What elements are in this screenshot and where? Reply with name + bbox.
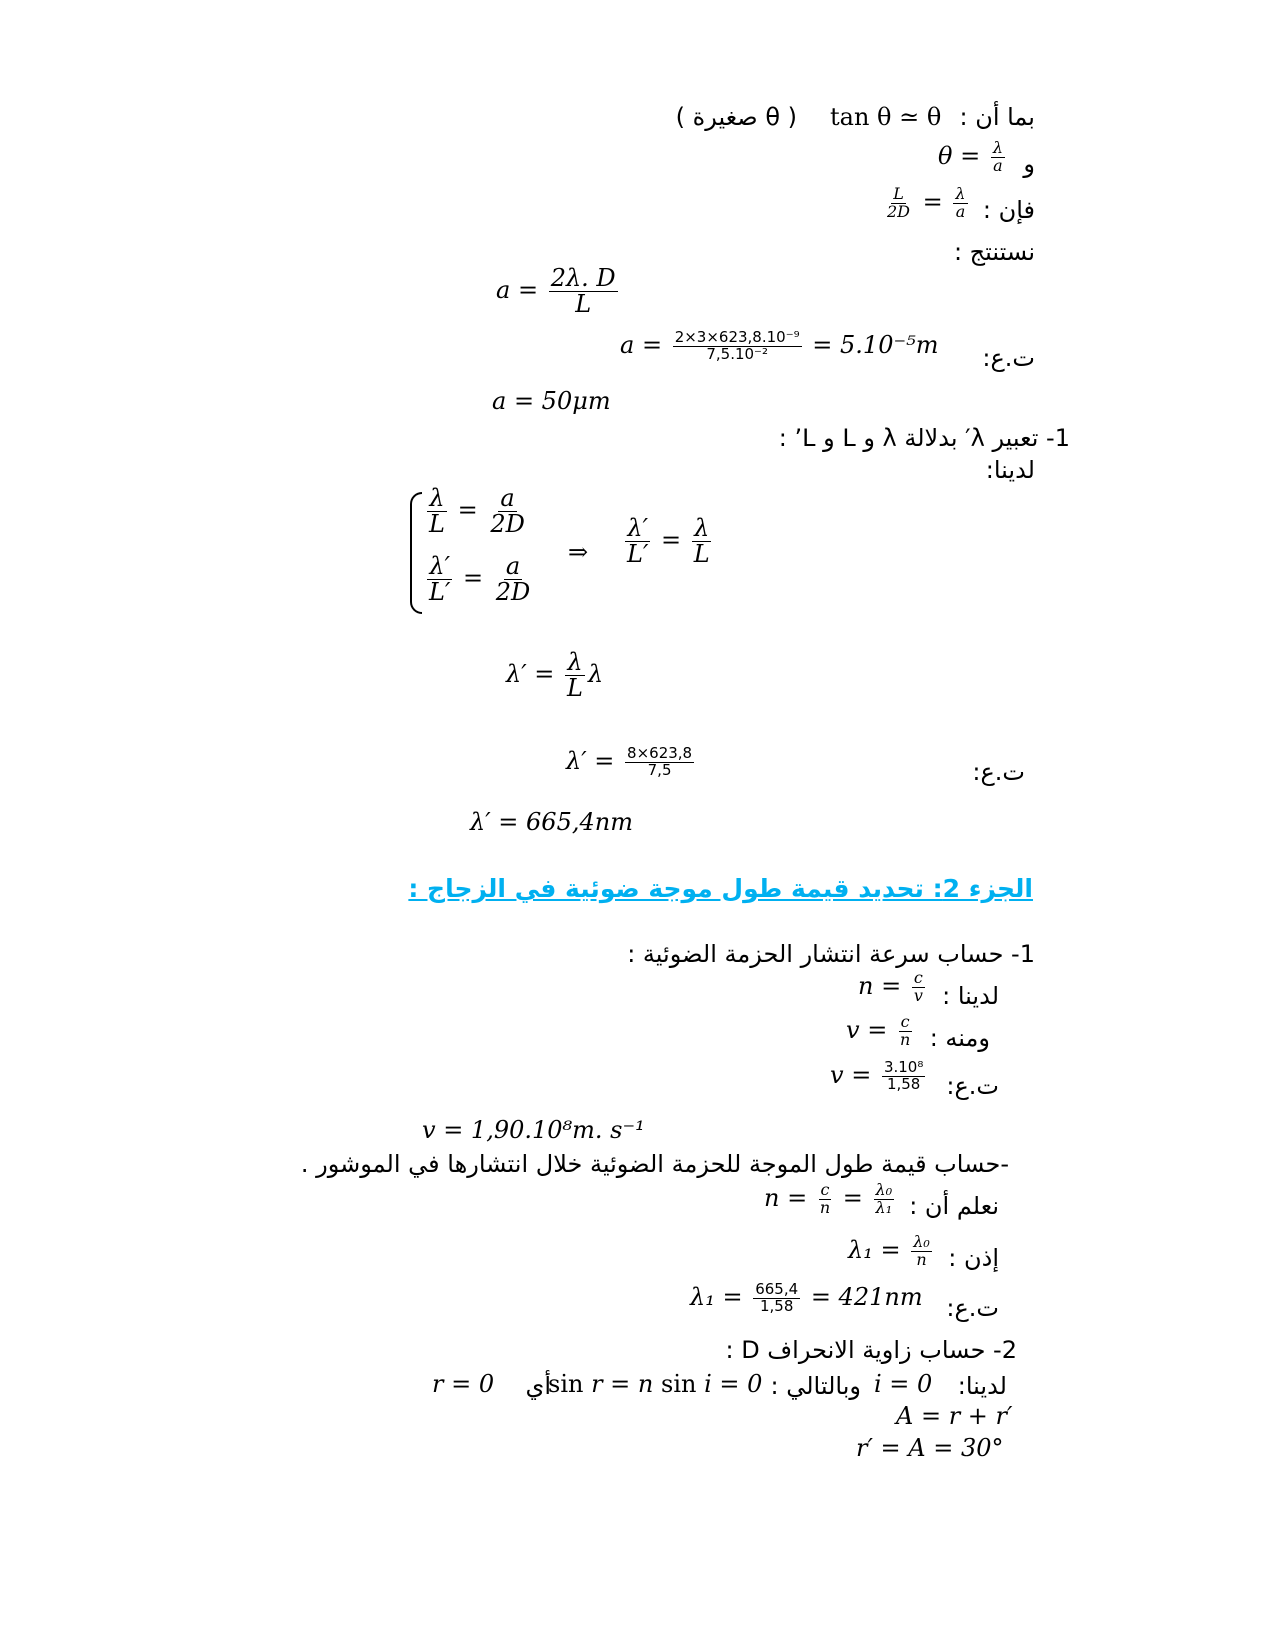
- sys2-eq: =: [463, 564, 484, 593]
- sys2-rden: 2D: [495, 578, 531, 607]
- l1-calc-lhs: λ₁ =: [690, 1282, 743, 1311]
- num-app-label-lp: ت.ع:: [972, 758, 1025, 786]
- lp-calc-num: 8×623,8: [627, 744, 693, 762]
- a-formula-lhs: a =: [496, 276, 539, 305]
- nw-eq: =: [842, 1183, 863, 1212]
- nw-lhs: n =: [764, 1183, 808, 1212]
- therefore-text: وبالتالي :: [770, 1372, 861, 1400]
- so-text: إذن :: [948, 1244, 999, 1272]
- sys1-rnum: a: [500, 484, 515, 512]
- v-equation: [846, 1014, 915, 1049]
- ratio-lnum: λ′: [627, 514, 649, 542]
- we-have-text-2: لدينا :: [942, 982, 999, 1010]
- and-text: و: [1023, 150, 1035, 178]
- n-wavelength-equation: [764, 1182, 897, 1217]
- a-calc-den: 7,5.10⁻²: [706, 344, 768, 363]
- nw-den1: n: [819, 1197, 831, 1217]
- that-is-text: أي: [525, 1372, 551, 1400]
- since-text: بما أن :: [959, 103, 1035, 131]
- v-eq-lhs: v =: [846, 1015, 888, 1044]
- l1-calc-den: 1,58: [759, 1296, 794, 1315]
- a-calc-result: = 5.10⁻⁵m: [812, 330, 939, 359]
- lambda1-equation: [848, 1234, 935, 1269]
- l1-calc-num: 665,4: [755, 1280, 799, 1298]
- ratio-lden: L′: [627, 540, 649, 569]
- system-eq-2: [424, 554, 535, 605]
- v-result: v = 1,90.10⁸m. s⁻¹: [422, 1116, 645, 1144]
- lambda-prime-formula: [506, 650, 603, 701]
- ratio-rnum: λ: [694, 514, 710, 542]
- wavelength-text: -حساب قيمة طول الموجة للحزمة الضوئية خلال انتشارها في الموشور .: [300, 1150, 1009, 1178]
- sys2-num: λ′: [429, 552, 451, 580]
- v-eq-num: c: [900, 1012, 910, 1031]
- frac-L: L: [893, 184, 904, 203]
- lp-factor: λ: [587, 660, 604, 689]
- system-brace: [410, 492, 422, 614]
- frac-a: a: [955, 201, 966, 221]
- frac-2D: 2D: [887, 201, 911, 221]
- implies-arrow: ⇒: [568, 538, 589, 566]
- v-calculation: [830, 1060, 928, 1093]
- snell-equation: sin r = n sin i = 0: [548, 1370, 763, 1398]
- n-eq-den: v: [913, 985, 923, 1005]
- sys1-rden: 2D: [490, 510, 525, 539]
- lp-lhs: λ′ =: [506, 660, 555, 689]
- r-prime-equation: r′ = A = 30°: [856, 1434, 1004, 1462]
- L-over-2D-equation: [882, 186, 971, 221]
- nw-den2: λ₁: [875, 1197, 893, 1217]
- r-zero: r = 0: [432, 1370, 495, 1398]
- sys1-eq: =: [457, 496, 478, 525]
- v-calc-num: 3.10⁸: [883, 1058, 924, 1076]
- lambda-prime-result: λ′ = 665,4nm: [470, 808, 633, 836]
- lambda-prime-calculation: [566, 746, 697, 779]
- then-text: فإن :: [982, 196, 1035, 224]
- a-formula: [496, 266, 621, 317]
- num-app-label-v: ت.ع:: [946, 1072, 999, 1100]
- a-calculation: [620, 330, 939, 363]
- n-eq-lhs: n =: [858, 971, 902, 1000]
- n-eq-num: c: [913, 968, 923, 987]
- theta-num: λ: [992, 138, 1003, 157]
- num-app-label-a: ت.ع:: [982, 344, 1035, 372]
- l1-lhs: λ₁ =: [848, 1235, 901, 1264]
- we-have-text: لدينا:: [985, 456, 1035, 484]
- tan-approx: tan θ ≃ θ: [830, 103, 942, 131]
- part-2-heading: الجزء 2: تحديد قيمة طول موجة ضوئية في الزجاج :: [408, 874, 1033, 903]
- A-equation: A = r + r′: [896, 1402, 1013, 1430]
- theta-den: a: [993, 155, 1003, 175]
- v-calc-lhs: v =: [830, 1060, 872, 1089]
- system-eq-1: [424, 486, 530, 537]
- frac-lambda: λ: [955, 184, 966, 203]
- n-equation: [858, 970, 928, 1005]
- ratio-eq: =: [661, 526, 682, 555]
- hence-text: ومنه :: [929, 1024, 990, 1052]
- lp-calc-den: 7,5: [647, 760, 672, 779]
- a-calc-lhs: a =: [620, 330, 663, 359]
- ratio-rden: L: [693, 540, 710, 569]
- sys2-rnum: a: [505, 552, 521, 580]
- a-result: a = 50μm: [492, 387, 611, 415]
- a-formula-num: 2λ. D: [550, 264, 616, 292]
- i-zero: i = 0: [874, 1370, 933, 1398]
- know-text: نعلم أن :: [909, 1192, 999, 1220]
- l1-den: n: [916, 1249, 927, 1269]
- sys2-den: L′: [429, 578, 451, 607]
- sys1-den: L: [429, 510, 445, 539]
- ratio-equation: [622, 516, 715, 567]
- v-calc-den: 1,58: [886, 1074, 921, 1093]
- small-angle-note: ( θ صغيرة ): [675, 103, 797, 131]
- nw-num1: c: [820, 1180, 830, 1199]
- question-1-part2: 1- حساب سرعة انتشار الحزمة الضوئية :: [627, 940, 1035, 968]
- deduce-text: نستنتج :: [953, 238, 1035, 266]
- a-formula-den: L: [575, 290, 592, 319]
- num-app-label-l1: ت.ع:: [946, 1294, 999, 1322]
- lp-num: λ: [567, 648, 583, 676]
- equals: =: [922, 187, 943, 216]
- lp-calc-lhs: λ′ =: [566, 746, 615, 775]
- sys1-num: λ: [429, 484, 445, 512]
- question-2-text: 2- حساب زاوية الانحراف D :: [725, 1336, 1017, 1364]
- we-have-text-3: لدينا:: [957, 1372, 1007, 1400]
- a-calc-num: 2×3×623,8.10⁻⁹: [674, 328, 800, 346]
- lambda1-calculation: [690, 1282, 923, 1315]
- question-1-text: 1- تعبير λ′ بدلالة λ و L و L’ :: [778, 424, 1070, 452]
- lp-den: L: [567, 674, 583, 703]
- l1-num: λ₀: [913, 1232, 930, 1251]
- theta-lhs: θ =: [938, 141, 981, 170]
- v-eq-den: n: [899, 1029, 911, 1049]
- nw-num2: λ₀: [875, 1180, 893, 1199]
- l1-calc-result: = 421nm: [810, 1282, 923, 1311]
- theta-equation: [938, 140, 1008, 175]
